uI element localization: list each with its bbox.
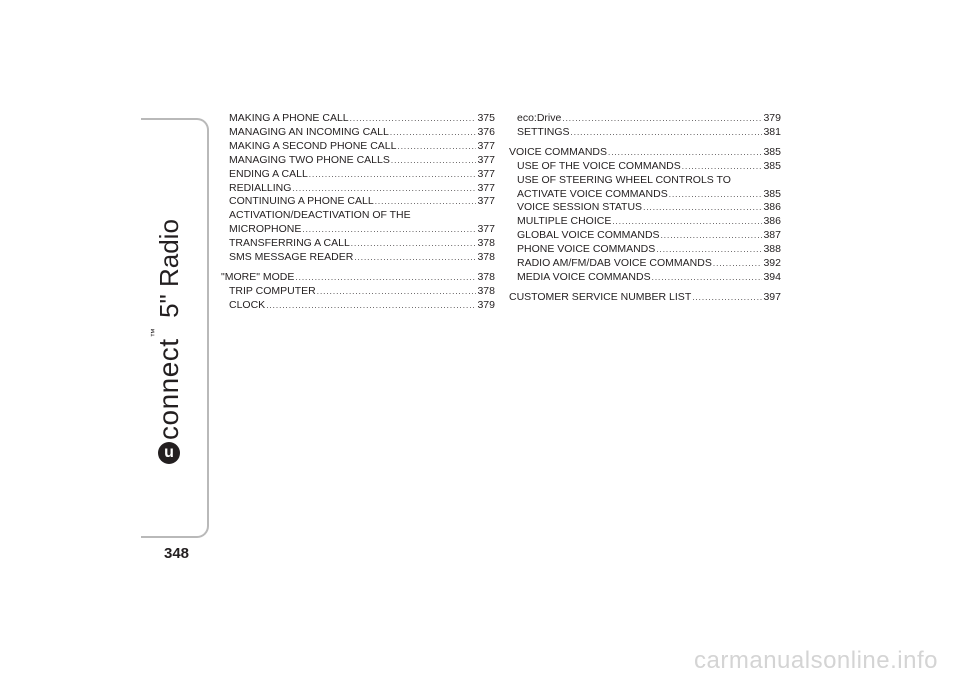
toc-entry[interactable]: CONTINUING A PHONE CALL ..... 377 bbox=[221, 195, 495, 209]
uconnect-logo-icon: u bbox=[158, 442, 180, 464]
toc-entry[interactable]: VOICE SESSION STATUS ..... 386 bbox=[509, 201, 781, 215]
watermark: carmanualsonline.info bbox=[694, 647, 938, 674]
page-number: 348 bbox=[164, 545, 190, 562]
toc-entry[interactable]: eco:Drive ..... 379 bbox=[509, 112, 781, 126]
toc-left-column bbox=[221, 112, 495, 313]
toc-entry[interactable]: PHONE VOICE COMMANDS ..... 388 bbox=[509, 243, 781, 257]
toc-entry[interactable]: ENDING A CALL ..... 377 bbox=[221, 168, 495, 182]
toc-entry[interactable]: GLOBAL VOICE COMMANDS ..... 387 bbox=[509, 229, 781, 243]
toc-right-column bbox=[509, 112, 781, 305]
toc-entry[interactable]: TRIP COMPUTER ..... 378 bbox=[221, 285, 495, 299]
toc-entry-line1[interactable]: USE OF STEERING WHEEL CONTROLS TO bbox=[517, 173, 731, 186]
toc-section-entry[interactable]: "MORE" MODE ..... 378 bbox=[221, 271, 495, 285]
toc-entry[interactable]: MAKING A SECOND PHONE CALL ..... 377 bbox=[221, 140, 495, 154]
toc-entry[interactable]: USE OF THE VOICE COMMANDS ..... 385 bbox=[509, 160, 781, 174]
radio-label: 5" Radio bbox=[153, 219, 184, 318]
toc-entry[interactable]: RADIO AM/FM/DAB VOICE COMMANDS ..... 392 bbox=[509, 257, 781, 271]
toc-section-entry[interactable]: VOICE COMMANDS ..... 385 bbox=[509, 146, 781, 160]
toc-entry[interactable]: SMS MESSAGE READER ..... 378 bbox=[221, 251, 495, 265]
toc-section-entry[interactable]: CUSTOMER SERVICE NUMBER LIST ..... 397 bbox=[509, 291, 781, 305]
toc-entry[interactable]: MAKING A PHONE CALL ..... 375 bbox=[221, 112, 495, 126]
toc-entry[interactable]: MEDIA VOICE COMMANDS ..... 394 bbox=[509, 271, 781, 285]
toc-entry[interactable]: MANAGING TWO PHONE CALLS ..... 377 bbox=[221, 154, 495, 168]
brand-name: connect™ bbox=[149, 327, 184, 440]
toc-entry[interactable]: TRANSFERRING A CALL ..... 378 bbox=[221, 237, 495, 251]
toc-entry[interactable]: ACTIVATE VOICE COMMANDS ..... 385 bbox=[509, 188, 781, 202]
toc-entry-line1[interactable]: ACTIVATION/DEACTIVATION OF THE bbox=[229, 209, 411, 222]
toc-entry[interactable]: SETTINGS ..... 381 bbox=[509, 126, 781, 140]
toc-entry[interactable]: MANAGING AN INCOMING CALL ..... 376 bbox=[221, 126, 495, 140]
toc-entry[interactable]: MICROPHONE ..... 377 bbox=[221, 223, 495, 237]
toc-entry[interactable]: CLOCK ..... 379 bbox=[221, 299, 495, 313]
toc-entry[interactable]: REDIALLING ..... 377 bbox=[221, 182, 495, 196]
toc-entry[interactable]: MULTIPLE CHOICE ..... 386 bbox=[509, 215, 781, 229]
